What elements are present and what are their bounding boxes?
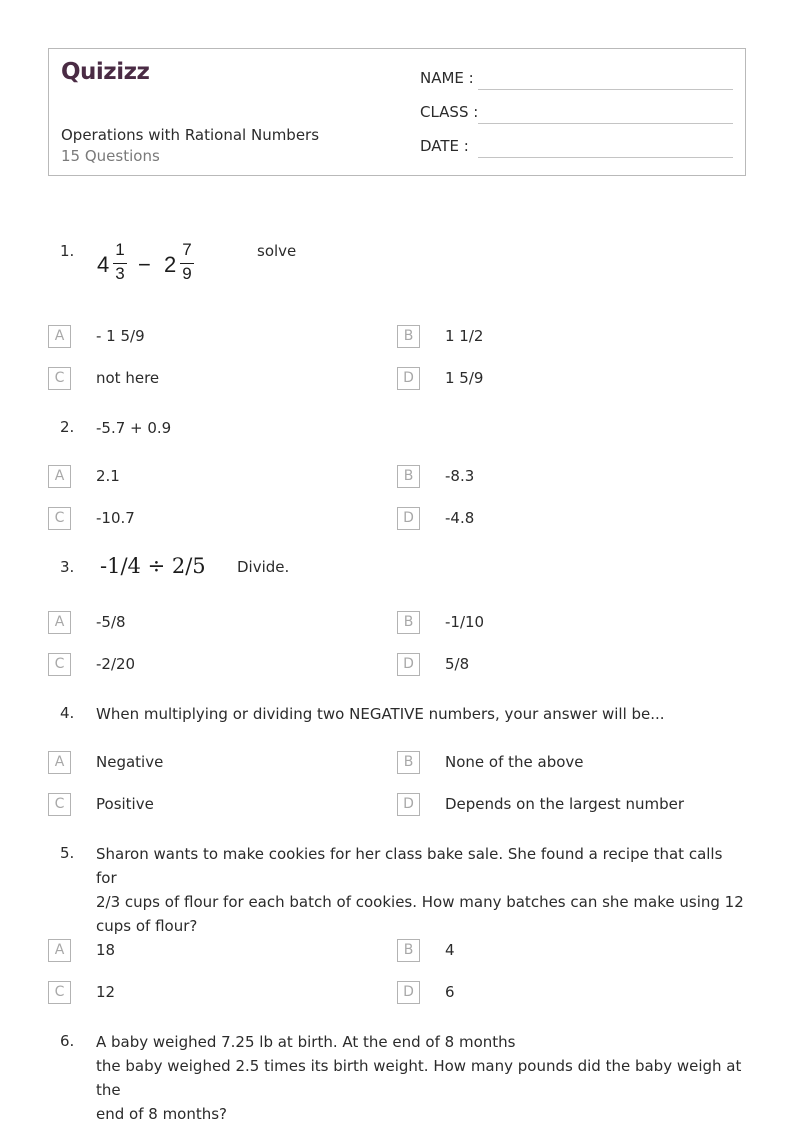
option-letter[interactable]: C <box>48 793 71 816</box>
class-label: CLASS : <box>420 103 479 121</box>
question-text: solve <box>257 242 297 260</box>
option-letter[interactable]: B <box>397 465 420 488</box>
option-letter[interactable]: B <box>397 939 420 962</box>
question-text <box>96 842 746 938</box>
quizizz-logo: Quizizz <box>61 59 150 85</box>
question-number: 3. <box>60 558 75 576</box>
question-text: -5.7 + 0.9 <box>96 419 172 437</box>
question-text: Divide. <box>237 558 290 576</box>
option-text[interactable]: Negative <box>96 753 164 771</box>
question-text-line: A baby weighed 7.25 lb at birth. At the end of 8 months <box>96 1033 516 1051</box>
math-numerator: 7 <box>182 240 192 259</box>
worksheet-title: Operations with Rational Numbers <box>61 126 320 144</box>
math-expression: -1/4 ÷ 2/5 <box>100 554 206 578</box>
date-field[interactable] <box>478 157 733 158</box>
option-letter[interactable]: D <box>397 507 420 530</box>
name-label: NAME : <box>420 69 474 87</box>
option-text[interactable]: -5/8 <box>96 613 126 631</box>
option-letter[interactable]: D <box>397 653 420 676</box>
math-numerator: 1 <box>115 240 125 259</box>
option-text[interactable]: None of the above <box>445 753 584 771</box>
option-letter[interactable]: B <box>397 751 420 774</box>
question-text-line: end of 8 months? <box>96 1105 228 1123</box>
option-text[interactable]: 6 <box>445 983 455 1001</box>
math-whole: 4 <box>97 252 110 277</box>
option-text[interactable]: 2.1 <box>96 467 120 485</box>
option-text[interactable]: 4 <box>445 941 455 959</box>
question-text: When multiplying or dividing two NEGATIVE numbers, your answer will be... <box>96 705 665 723</box>
option-text[interactable]: -1/10 <box>445 613 485 631</box>
option-letter[interactable]: A <box>48 465 71 488</box>
option-letter[interactable]: C <box>48 653 71 676</box>
option-letter[interactable]: C <box>48 367 71 390</box>
option-letter[interactable]: D <box>397 367 420 390</box>
question-number: 2. <box>60 418 75 436</box>
option-text[interactable]: 5/8 <box>445 655 470 673</box>
option-text[interactable]: Positive <box>96 795 154 813</box>
math-operator: − <box>138 252 151 277</box>
question-text-line: the baby weighed 2.5 times its birth weight. How many pounds did the baby weigh at the <box>96 1057 742 1099</box>
option-text[interactable]: 18 <box>96 941 116 959</box>
question-number: 1. <box>60 242 75 260</box>
question-count: 15 Questions <box>61 147 160 165</box>
option-letter[interactable]: B <box>397 611 420 634</box>
option-letter[interactable]: C <box>48 507 71 530</box>
option-letter[interactable]: C <box>48 981 71 1004</box>
question-text-line: Sharon wants to make cookies for her class bake sale. She found a recipe that calls for <box>96 845 723 887</box>
option-text[interactable]: 1 1/2 <box>445 327 484 345</box>
option-letter[interactable]: A <box>48 325 71 348</box>
option-text[interactable]: not here <box>96 369 160 387</box>
worksheet-header <box>48 48 746 176</box>
option-letter[interactable]: A <box>48 939 71 962</box>
option-text[interactable]: 1 5/9 <box>445 369 484 387</box>
option-text[interactable]: 12 <box>96 983 116 1001</box>
question-number: 4. <box>60 704 75 722</box>
option-letter[interactable]: D <box>397 793 420 816</box>
class-field[interactable] <box>478 123 733 124</box>
option-text[interactable]: - 1 5/9 <box>96 327 145 345</box>
question-text-line: cups of flour? <box>96 917 198 935</box>
question-text <box>96 1030 746 1123</box>
option-text[interactable]: Depends on the largest number <box>445 795 684 813</box>
math-denominator: 9 <box>182 264 192 283</box>
option-letter[interactable]: B <box>397 325 420 348</box>
option-letter[interactable]: D <box>397 981 420 1004</box>
option-text[interactable]: -2/20 <box>96 655 136 673</box>
option-text[interactable]: -4.8 <box>445 509 475 527</box>
date-label: DATE : <box>420 137 469 155</box>
name-field[interactable] <box>478 89 733 90</box>
question-text-line: 2/3 cups of flour for each batch of cookies. How many batches can she make using 12 <box>96 893 744 911</box>
option-text[interactable]: -8.3 <box>445 467 475 485</box>
question-number: 6. <box>60 1032 75 1050</box>
math-denominator: 3 <box>115 264 125 283</box>
option-letter[interactable]: A <box>48 611 71 634</box>
option-text[interactable]: -10.7 <box>96 509 135 527</box>
math-whole: 2 <box>164 252 177 277</box>
question-number: 5. <box>60 844 75 862</box>
option-letter[interactable]: A <box>48 751 71 774</box>
